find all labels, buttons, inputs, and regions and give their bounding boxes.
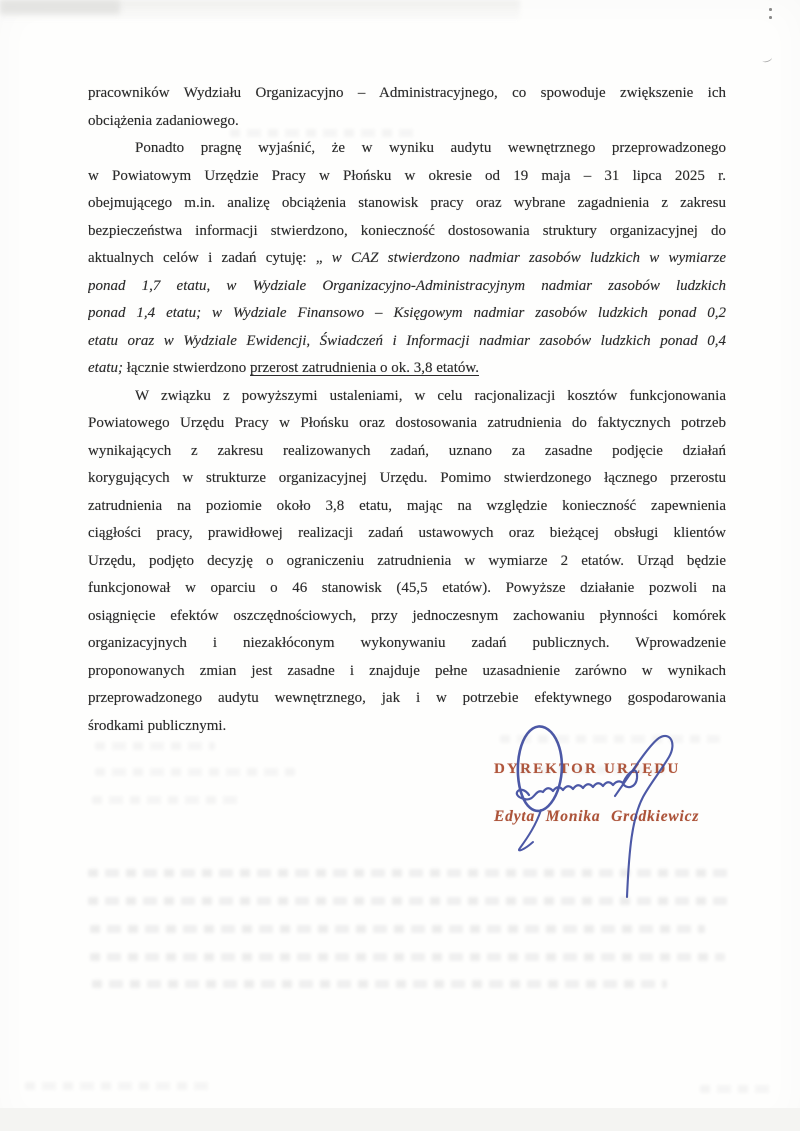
text-line [88,603,726,631]
text-segment-italic: ponad 1,4 etatu; w Wydziale Finansowo – Księgowym nadmiar zasobów ludzkich ponad 0,2 [88,305,726,321]
text-segment-italic: w CAZ stwierdzono nadmiar zasobów ludzkich w wymiarze [331,250,726,266]
text-segment-normal: pracowników Wydziału Organizacyjno – Administracyjnego, co spowoduje zwiększenie ich [88,85,726,101]
text-segment-normal: organizacyjnych i niezakłóconym wykonywaniu zadań publicznych. Wprowadzenie [88,635,726,651]
text-segment-normal: ciągłości pracy, prawidłowej realizacji zadań ustawowych oraz bieżącej obsługi klientów [88,525,726,541]
bleed-through-artifact [90,953,725,961]
bleed-through-artifact [88,869,728,877]
scan-edge-band [0,1108,800,1131]
bleed-through-artifact [95,742,215,750]
letter-body-text [88,80,726,740]
text-segment-normal: Urzędu, podjęto decyzję o ograniczeniu zatrudnienia w wymiarze 2 etatów. Urząd będzie [88,552,726,569]
text-line [88,630,726,658]
text-line [88,438,726,466]
text-segment-italic: etatu oraz w Wydziale Ewidencji, Świadczeń i Informacji nadmiar zasobów ludzkich ponad 0,4 [88,332,726,349]
text-line [88,383,726,411]
text-line [88,575,726,603]
bleed-through-artifact [90,925,705,933]
text-segment-italic: ponad 1,7 etatu, w Wydziale Organizacyjno-Administracyjnym nadmiar zasobów ludzkich [88,277,726,294]
bleed-through-artifact [92,980,667,988]
text-line [88,410,726,438]
bleed-through-artifact [88,897,733,905]
scan-speck [761,55,772,64]
text-segment-normal: przeprowadzonego audytu wewnętrznego, jak i w potrzebie efektywnego gospodarowania [88,690,726,706]
text-line [88,520,726,548]
bleed-through-artifact [700,1085,770,1093]
text-segment-normal: obejmującego m.in. analizę obciążenia stanowisk pracy oraz wybrane zagadnienia z zakresu [88,195,726,211]
text-segment-normal: obciążenia zadaniowego. [88,112,239,129]
text-line [88,218,726,246]
bleed-through-artifact [92,796,242,804]
text-line [88,465,726,493]
text-line [88,108,726,136]
text-segment-normal: proponowanych zmian jest zasadne i znajduje pełne uzasadnienie zarówno w wynikach [88,662,726,679]
text-segment-normal: korygujących w strukturze organizacyjnej Urzędu. Pomimo stwierdzonego łącznego przerostu [88,470,726,486]
text-segment-normal: wynikających z zakresu realizowanych zadań, uznano za zasadne podjęcie działań [88,442,726,459]
text-line [88,190,726,218]
text-segment-normal: bezpieczeństwa informacji stwierdzono, konieczność dostosowania struktury organizacyjnej do [88,222,726,239]
signer-name: Edyta Monika Grodkiewicz [494,808,700,825]
text-segment-normal: funkcjonował w oparciu o 46 stanowisk (45,5 etatów). Powyższe działanie pozwoli na [88,580,726,596]
bleed-through-artifact [95,768,295,776]
text-line [88,80,726,108]
text-segment-normal: środkami publicznymi. [88,717,227,734]
text-line [88,355,726,383]
text-segment-underline: przerost zatrudnienia o ok. 3,8 etatów. [250,360,479,376]
text-line [88,245,726,273]
text-line [88,300,726,328]
text-segment-normal: osiągnięcie efektów oszczędnościowych, przy jednoczesnym zachowaniu płynności komórek [88,607,726,624]
scan-smudge [0,0,120,14]
text-line [88,658,726,686]
text-segment-normal: łącznie stwierdzono [123,360,251,376]
text-line [88,163,726,191]
text-segment-normal: W związku z powyższymi ustaleniami, w celu racjonalizacji kosztów funkcjonowania [135,387,726,404]
text-segment-normal: zatrudnienia na poziomie około 3,8 etatu, mając na względzie konieczność zapewnienia [88,497,726,514]
text-line [88,548,726,576]
text-line [88,493,726,521]
bleed-through-artifact [500,735,720,743]
bleed-through-artifact [25,1082,215,1090]
bleed-through-artifact [520,766,670,774]
text-segment-normal: aktualnych celów i zadań cytuję: „ [88,250,332,266]
text-line [88,328,726,356]
scan-speck [769,8,772,11]
text-segment-italic: etatu; [88,360,123,376]
text-segment-normal: Ponadto pragnę wyjaśnić, że w wyniku audytu wewnętrznego przeprowadzonego [135,140,726,156]
text-segment-normal: Powiatowego Urzędu Pracy w Płońsku oraz dostosowania zatrudnienia do faktycznych potrzeb [88,415,726,431]
text-line [88,135,726,163]
signer-title: DYREKTOR URZĘDU [494,761,681,777]
text-line [88,273,726,301]
text-segment-normal: w Powiatowym Urzędzie Pracy w Płońsku w okresie od 19 maja – 31 lipca 2025 r. [88,167,726,184]
